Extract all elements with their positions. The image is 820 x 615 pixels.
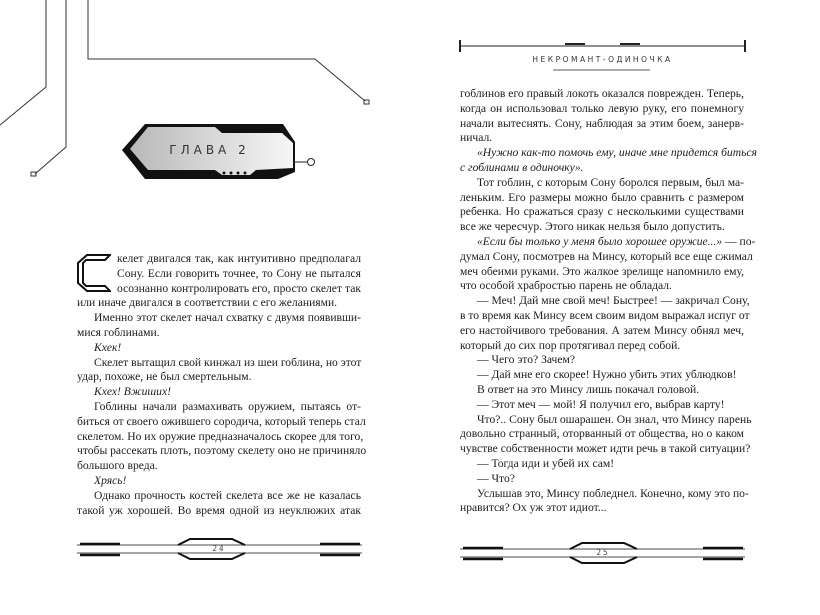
text-line: осознанно контролировать его, просто скелет так bbox=[117, 281, 361, 295]
text-line: — Что? bbox=[477, 471, 515, 485]
text-span: — по- bbox=[722, 234, 756, 248]
text-line: Кхех! Вжиших! bbox=[94, 385, 171, 399]
text-line: Кхек! bbox=[94, 340, 122, 354]
text-line: думал Сону, посмотрев на Минсу, который все еще сжимал bbox=[460, 249, 753, 263]
text-line: Гоблины начали размахивать оружием, пытаясь от- bbox=[94, 399, 361, 413]
text-line: в то время как Минсу всем своим видом выражал испуг от bbox=[460, 308, 750, 322]
text-line: удар, похоже, не был смертельным. bbox=[77, 370, 252, 384]
text-line: меч обеими руками. Это жалкое зрелище напомнило ему, bbox=[460, 264, 744, 278]
text-line: Именно этот скелет начал схватку с двумя появивши- bbox=[94, 311, 361, 325]
text-line: Хрясь! bbox=[94, 473, 127, 487]
text-line: который до сих пор протягивал перед собой. bbox=[460, 338, 681, 352]
text-line: Тот гоблин, с которым Сону боролся первым, был ма- bbox=[477, 175, 744, 189]
text-line: нравится? Ох уж этот идиот... bbox=[460, 501, 607, 515]
text-line: — Меч! Дай мне свой меч! Быстрее! — закричал Сону, bbox=[477, 294, 750, 308]
text-line: начали вытеснять. Сону, наблюдая за этим боем, занерв- bbox=[460, 116, 744, 130]
left-page-body bbox=[77, 252, 367, 518]
text-line: с гоблинами в одиночку». bbox=[460, 160, 584, 174]
text-line: Что?.. Сону был ошарашен. Он знал, что Минсу парень bbox=[477, 412, 752, 426]
text-line: — Дай мне его скорее! Нужно убить этих ублюдков! bbox=[477, 368, 737, 382]
text-line: чувстве собственности может идти речь в такой ситуации? bbox=[460, 442, 751, 456]
text-line: Услышав это, Минсу побледнел. Конечно, кому это по- bbox=[477, 486, 749, 500]
text-line: мися гоблинами. bbox=[77, 325, 160, 339]
text-line: келет двигался так, как интуитивно предполагал bbox=[117, 252, 361, 265]
text-line: довольно странный, оторванный от общества, но о каком bbox=[460, 427, 744, 441]
text-line: гоблинов его правый локоть оказался поврежден. Теперь, bbox=[460, 87, 744, 100]
text-line: — Чего это? Зачем? bbox=[477, 353, 576, 367]
text-line: Сону. Если говорить точнее, то Сону не пытался bbox=[117, 266, 361, 280]
text-line: или иначе двигался в соответствии с его желаниями. bbox=[77, 296, 338, 310]
text-line: Однако прочность костей скелета все же не казалась bbox=[94, 488, 361, 502]
chapter-title: ГЛАВА 2 bbox=[169, 143, 250, 157]
text-line: большого вреда. bbox=[77, 459, 158, 473]
text-line: ничал. bbox=[460, 131, 493, 145]
text-line: — Этот меч — мой! Я получил его, выбрав карту! bbox=[477, 397, 725, 411]
text-line: когда он использовал только левую руку, его понемногу bbox=[460, 101, 744, 115]
text-line: «Нужно как-то помочь ему, иначе мне придется биться bbox=[477, 146, 757, 160]
text-line: леньким. Его размеры можно было сравнить с размером bbox=[460, 190, 744, 204]
italic-quote: «Если бы только у меня было хорошее оружие...» bbox=[477, 234, 723, 248]
text-line: ребенка. Но сражаться сразу с несколькими существами bbox=[460, 205, 744, 219]
badge-node-icon bbox=[308, 159, 315, 166]
text-line bbox=[460, 234, 756, 250]
text-line: биться от своего ожившего сородича, который теперь стал bbox=[77, 414, 366, 428]
running-title: НЕКРОМАНТ-ОДИНОЧКА bbox=[532, 55, 673, 64]
text-line: В ответ на это Минсу лишь покачал головой. bbox=[477, 382, 700, 396]
right-page-body bbox=[460, 87, 757, 516]
text-line: все же чересчур. Этого никак нельзя было допустить. bbox=[460, 220, 725, 234]
text-line: что особой храбростью парень не обладал. bbox=[460, 279, 672, 293]
text-line: Скелет вытащил свой кинжал из шеи гоблина, но этот bbox=[94, 355, 362, 369]
page-number-right: 25 bbox=[596, 548, 610, 557]
text-line: его настойчивого требования. А затем Минсу обнял меч, bbox=[460, 323, 744, 337]
page-number-left: 24 bbox=[212, 544, 226, 553]
text-line: — Тогда иди и убей их сам! bbox=[477, 456, 615, 470]
text-line: скелетом. Но их оружие предназначалось скорее для того, bbox=[77, 429, 364, 443]
text-line: чтобы рассекать плоть, поэтому скелету оно не причиняло bbox=[77, 444, 367, 458]
text-line: такой уж хорошей. Во время одной из неуклюжих атак bbox=[77, 503, 361, 517]
